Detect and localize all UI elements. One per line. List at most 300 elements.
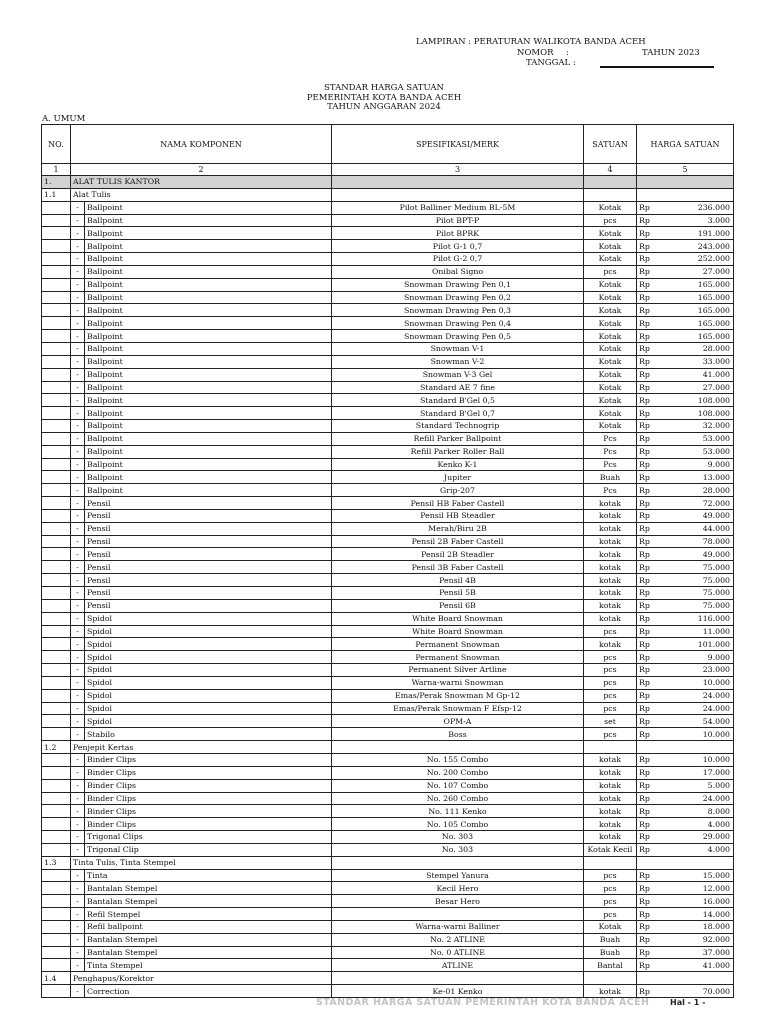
row-unit: kotak <box>584 522 637 535</box>
row-unit: kotak <box>584 497 637 510</box>
row-spec: Snowman Drawing Pen 0,4 <box>332 317 584 330</box>
row-dash: - <box>71 831 85 844</box>
table-row <box>42 214 734 227</box>
row-currency: Rp <box>637 548 660 561</box>
row-number <box>42 407 71 420</box>
row-spec: Kenko K-1 <box>332 458 584 471</box>
row-currency <box>637 188 660 201</box>
price-table <box>41 124 734 998</box>
row-item-name: Pensil <box>85 587 332 600</box>
row-price: 92.000 <box>660 933 734 946</box>
table-row <box>42 253 734 266</box>
row-item-name: Pensil <box>85 497 332 510</box>
row-number <box>42 728 71 741</box>
row-dash: - <box>71 265 85 278</box>
row-spec: Kecil Hero <box>332 882 584 895</box>
row-currency: Rp <box>637 561 660 574</box>
page-number: Hal - 1 - <box>670 998 706 1007</box>
row-price: 78.000 <box>660 535 734 548</box>
row-unit: set <box>584 715 637 728</box>
row-spec <box>332 908 584 921</box>
row-currency: Rp <box>637 599 660 612</box>
row-unit: Pcs <box>584 458 637 471</box>
row-number <box>42 291 71 304</box>
row-number <box>42 304 71 317</box>
tanggal-label: TANGGAL : <box>526 58 576 68</box>
row-dash: - <box>71 728 85 741</box>
row-dash: - <box>71 612 85 625</box>
row-dash: - <box>71 381 85 394</box>
row-dash: - <box>71 561 85 574</box>
row-spec: No. 2 ATLINE <box>332 933 584 946</box>
row-spec: No. 155 Combo <box>332 753 584 766</box>
table-row <box>42 330 734 343</box>
row-unit: pcs <box>584 214 637 227</box>
row-number <box>42 227 71 240</box>
row-spec: No. 111 Kenko <box>332 805 584 818</box>
col-index: 5 <box>637 164 734 176</box>
row-currency <box>637 176 660 189</box>
row-number <box>42 651 71 664</box>
row-item-name: Trigonal Clip <box>85 843 332 856</box>
row-unit: Kotak <box>584 920 637 933</box>
row-number <box>42 792 71 805</box>
row-currency: Rp <box>637 458 660 471</box>
table-row <box>42 933 734 946</box>
table-row <box>42 407 734 420</box>
row-spec: Pilot G-1 0,7 <box>332 240 584 253</box>
table-row <box>42 201 734 214</box>
row-unit: kotak <box>584 535 637 548</box>
row-number <box>42 599 71 612</box>
row-dash: - <box>71 920 85 933</box>
row-dash: - <box>71 407 85 420</box>
row-unit: Kotak <box>584 291 637 304</box>
row-unit: kotak <box>584 638 637 651</box>
row-currency: Rp <box>637 535 660 548</box>
row-spec: ATLINE <box>332 959 584 972</box>
row-spec: Snowman V-2 <box>332 355 584 368</box>
table-row <box>42 368 734 381</box>
row-currency: Rp <box>637 625 660 638</box>
table-row <box>42 509 734 522</box>
row-unit: pcs <box>584 265 637 278</box>
table-subgroup-row <box>42 856 734 869</box>
row-spec: Snowman Drawing Pen 0,2 <box>332 291 584 304</box>
row-item-name: Ballpoint <box>85 407 332 420</box>
row-currency: Rp <box>637 253 660 266</box>
row-unit: Kotak <box>584 420 637 433</box>
row-category: Tinta Tulis, Tinta Stempel <box>71 856 332 869</box>
row-spec: Stempel Yanura <box>332 869 584 882</box>
table-row <box>42 432 734 445</box>
row-price: 15.000 <box>660 869 734 882</box>
table-row <box>42 702 734 715</box>
row-unit: Kotak <box>584 355 637 368</box>
row-dash: - <box>71 895 85 908</box>
row-unit: pcs <box>584 882 637 895</box>
row-price: 24.000 <box>660 702 734 715</box>
row-unit: kotak <box>584 509 637 522</box>
row-spec: Pensil 5B <box>332 587 584 600</box>
row-currency <box>637 856 660 869</box>
table-row <box>42 689 734 702</box>
row-item-name: Ballpoint <box>85 227 332 240</box>
table-row <box>42 599 734 612</box>
row-number <box>42 805 71 818</box>
table-row <box>42 895 734 908</box>
row-price <box>660 856 734 869</box>
row-unit: pcs <box>584 908 637 921</box>
row-unit: kotak <box>584 548 637 561</box>
table-row <box>42 715 734 728</box>
row-spec: Snowman Drawing Pen 0,5 <box>332 330 584 343</box>
row-spec: Pensil 3B Faber Castell <box>332 561 584 574</box>
row-dash: - <box>71 484 85 497</box>
row-price: 28.000 <box>660 342 734 355</box>
table-row <box>42 548 734 561</box>
row-currency: Rp <box>637 407 660 420</box>
row-number <box>42 509 71 522</box>
row-dash: - <box>71 445 85 458</box>
row-currency: Rp <box>637 227 660 240</box>
row-spec: Emas/Perak Snowman F Efsp-12 <box>332 702 584 715</box>
row-item-name: Binder Clips <box>85 805 332 818</box>
row-unit: Kotak <box>584 317 637 330</box>
row-unit: pcs <box>584 664 637 677</box>
row-dash: - <box>71 933 85 946</box>
row-spec: Refill Parker Roller Ball <box>332 445 584 458</box>
row-unit <box>584 972 637 985</box>
row-currency: Rp <box>637 278 660 291</box>
row-price: 75.000 <box>660 561 734 574</box>
row-dash: - <box>71 471 85 484</box>
row-unit: Kotak <box>584 342 637 355</box>
table-row <box>42 651 734 664</box>
row-currency: Rp <box>637 946 660 959</box>
row-unit <box>584 856 637 869</box>
row-spec: Permanent Snowman <box>332 638 584 651</box>
row-unit: Bantal <box>584 959 637 972</box>
row-currency: Rp <box>637 702 660 715</box>
row-price: 33.000 <box>660 355 734 368</box>
row-price: 75.000 <box>660 574 734 587</box>
row-unit: Kotak <box>584 330 637 343</box>
col-header-spesifikasi: SPESIFIKASI/MERK <box>332 125 584 164</box>
row-spec: Pensil 2B Steadler <box>332 548 584 561</box>
row-currency: Rp <box>637 933 660 946</box>
row-currency: Rp <box>637 484 660 497</box>
row-item-name: Ballpoint <box>85 278 332 291</box>
row-dash: - <box>71 368 85 381</box>
row-unit: Kotak <box>584 240 637 253</box>
table-row <box>42 355 734 368</box>
row-currency: Rp <box>637 895 660 908</box>
row-spec: Standard B'Gel 0,7 <box>332 407 584 420</box>
row-spec: No. 303 <box>332 831 584 844</box>
row-dash: - <box>71 599 85 612</box>
row-spec: Warna-warni Balliner <box>332 920 584 933</box>
row-price: 54.000 <box>660 715 734 728</box>
nomor-colon: : <box>566 48 569 58</box>
row-unit: Pcs <box>584 432 637 445</box>
row-dash: - <box>71 227 85 240</box>
table-row <box>42 959 734 972</box>
row-unit: kotak <box>584 818 637 831</box>
row-currency: Rp <box>637 792 660 805</box>
row-price: 27.000 <box>660 381 734 394</box>
row-number <box>42 869 71 882</box>
row-currency: Rp <box>637 394 660 407</box>
row-price: 243.000 <box>660 240 734 253</box>
row-number <box>42 471 71 484</box>
row-spec: No. 200 Combo <box>332 766 584 779</box>
row-number <box>42 394 71 407</box>
row-currency: Rp <box>637 728 660 741</box>
row-spec <box>332 856 584 869</box>
row-price: 75.000 <box>660 587 734 600</box>
row-item-name: Ballpoint <box>85 253 332 266</box>
row-dash: - <box>71 779 85 792</box>
table-row <box>42 458 734 471</box>
row-unit: kotak <box>584 599 637 612</box>
row-dash: - <box>71 253 85 266</box>
row-currency: Rp <box>637 291 660 304</box>
row-price: 10.000 <box>660 728 734 741</box>
row-unit: pcs <box>584 676 637 689</box>
row-unit: Kotak <box>584 304 637 317</box>
row-unit: kotak <box>584 831 637 844</box>
table-row <box>42 882 734 895</box>
table-subgroup-row <box>42 741 734 754</box>
row-dash: - <box>71 291 85 304</box>
row-currency: Rp <box>637 497 660 510</box>
row-item-name: Spidol <box>85 715 332 728</box>
row-item-name: Pensil <box>85 561 332 574</box>
row-item-name: Binder Clips <box>85 779 332 792</box>
row-dash: - <box>71 458 85 471</box>
row-item-name: Ballpoint <box>85 484 332 497</box>
row-item-name: Ballpoint <box>85 201 332 214</box>
table-row <box>42 766 734 779</box>
row-dash: - <box>71 625 85 638</box>
row-dash: - <box>71 240 85 253</box>
row-currency: Rp <box>637 342 660 355</box>
row-price: 108.000 <box>660 407 734 420</box>
row-spec <box>332 188 584 201</box>
row-dash: - <box>71 908 85 921</box>
row-category: ALAT TULIS KANTOR <box>71 176 332 189</box>
row-number <box>42 895 71 908</box>
row-spec: No. 105 Combo <box>332 818 584 831</box>
table-row <box>42 227 734 240</box>
row-dash: - <box>71 278 85 291</box>
row-unit: Kotak <box>584 368 637 381</box>
row-spec: Emas/Perak Snowman M Gp-12 <box>332 689 584 702</box>
row-price: 108.000 <box>660 394 734 407</box>
row-dash: - <box>71 702 85 715</box>
row-number: 1.3 <box>42 856 71 869</box>
table-row <box>42 304 734 317</box>
tahun-label: TAHUN 2023 <box>642 48 700 58</box>
row-number <box>42 342 71 355</box>
row-number <box>42 381 71 394</box>
row-unit: kotak <box>584 792 637 805</box>
row-number <box>42 612 71 625</box>
row-dash: - <box>71 651 85 664</box>
row-currency: Rp <box>637 432 660 445</box>
row-currency: Rp <box>637 638 660 651</box>
row-currency: Rp <box>637 651 660 664</box>
row-spec: Standard B'Gel 0,5 <box>332 394 584 407</box>
row-currency: Rp <box>637 818 660 831</box>
row-currency: Rp <box>637 587 660 600</box>
row-dash: - <box>71 766 85 779</box>
row-item-name: Binder Clips <box>85 766 332 779</box>
row-dash: - <box>71 214 85 227</box>
table-row <box>42 381 734 394</box>
row-unit: kotak <box>584 574 637 587</box>
table-row <box>42 831 734 844</box>
row-item-name: Pensil <box>85 599 332 612</box>
row-number <box>42 843 71 856</box>
row-dash: - <box>71 420 85 433</box>
row-price: 23.000 <box>660 664 734 677</box>
row-dash: - <box>71 946 85 959</box>
table-row <box>42 920 734 933</box>
row-price: 101.000 <box>660 638 734 651</box>
row-currency: Rp <box>637 240 660 253</box>
row-number <box>42 638 71 651</box>
row-item-name: Spidol <box>85 612 332 625</box>
row-spec: No. 0 ATLINE <box>332 946 584 959</box>
row-item-name: Binder Clips <box>85 753 332 766</box>
row-unit: kotak <box>584 779 637 792</box>
row-number <box>42 959 71 972</box>
row-price: 236.000 <box>660 201 734 214</box>
row-spec: Standard Technogrip <box>332 420 584 433</box>
row-price: 28.000 <box>660 484 734 497</box>
col-index: 1 <box>42 164 71 176</box>
table-row <box>42 753 734 766</box>
row-number <box>42 818 71 831</box>
row-unit: Kotak <box>584 227 637 240</box>
col-index: 4 <box>584 164 637 176</box>
row-number <box>42 753 71 766</box>
row-price: 10.000 <box>660 753 734 766</box>
row-price <box>660 188 734 201</box>
row-dash: - <box>71 792 85 805</box>
row-dash: - <box>71 342 85 355</box>
row-dash: - <box>71 330 85 343</box>
row-currency: Rp <box>637 304 660 317</box>
table-row <box>42 946 734 959</box>
row-price: 72.000 <box>660 497 734 510</box>
row-item-name: Spidol <box>85 676 332 689</box>
row-item-name: Correction <box>85 985 332 998</box>
row-item-name: Binder Clips <box>85 792 332 805</box>
row-spec: Boss <box>332 728 584 741</box>
row-number <box>42 779 71 792</box>
row-dash: - <box>71 497 85 510</box>
row-currency: Rp <box>637 676 660 689</box>
row-price: 191.000 <box>660 227 734 240</box>
table-row <box>42 985 734 998</box>
row-price: 70.000 <box>660 985 734 998</box>
row-item-name: Spidol <box>85 702 332 715</box>
row-currency: Rp <box>637 355 660 368</box>
row-item-name: Ballpoint <box>85 291 332 304</box>
row-unit: Buah <box>584 946 637 959</box>
row-price <box>660 176 734 189</box>
row-spec: Standard AE 7 fine <box>332 381 584 394</box>
col-header-harga: HARGA SATUAN <box>637 125 734 164</box>
row-spec: White Board Snowman <box>332 612 584 625</box>
table-row <box>42 638 734 651</box>
row-price <box>660 741 734 754</box>
col-index: 3 <box>332 164 584 176</box>
row-number <box>42 214 71 227</box>
row-price: 75.000 <box>660 599 734 612</box>
row-dash: - <box>71 587 85 600</box>
row-price: 12.000 <box>660 882 734 895</box>
table-row <box>42 484 734 497</box>
row-item-name: Bantalan Stempel <box>85 882 332 895</box>
row-spec: No. 260 Combo <box>332 792 584 805</box>
row-currency <box>637 741 660 754</box>
row-number <box>42 445 71 458</box>
row-currency: Rp <box>637 471 660 484</box>
row-dash: - <box>71 753 85 766</box>
row-number <box>42 946 71 959</box>
row-unit: pcs <box>584 728 637 741</box>
row-item-name: Refil ballpoint <box>85 920 332 933</box>
row-price: 16.000 <box>660 895 734 908</box>
row-number <box>42 689 71 702</box>
row-spec: Refill Parker Ballpoint <box>332 432 584 445</box>
table-row <box>42 625 734 638</box>
row-price: 14.000 <box>660 908 734 921</box>
row-currency: Rp <box>637 265 660 278</box>
document-title <box>0 84 768 113</box>
row-price: 165.000 <box>660 278 734 291</box>
row-number <box>42 458 71 471</box>
row-spec: Besar Hero <box>332 895 584 908</box>
row-number <box>42 432 71 445</box>
table-row <box>42 612 734 625</box>
row-price: 41.000 <box>660 368 734 381</box>
row-dash: - <box>71 715 85 728</box>
row-item-name: Ballpoint <box>85 214 332 227</box>
row-currency: Rp <box>637 381 660 394</box>
row-item-name: Stabilo <box>85 728 332 741</box>
tanggal-underline <box>600 66 714 68</box>
row-price: 53.000 <box>660 445 734 458</box>
col-index: 2 <box>71 164 332 176</box>
row-unit: Pcs <box>584 445 637 458</box>
row-item-name: Ballpoint <box>85 304 332 317</box>
row-unit: Kotak <box>584 394 637 407</box>
row-spec: Pilot BPT-P <box>332 214 584 227</box>
row-price: 32.000 <box>660 420 734 433</box>
row-item-name: Ballpoint <box>85 394 332 407</box>
row-item-name: Bantalan Stempel <box>85 895 332 908</box>
col-header-nama: NAMA KOMPONEN <box>71 125 332 164</box>
table-row <box>42 664 734 677</box>
row-number: 1.1 <box>42 188 71 201</box>
row-number <box>42 484 71 497</box>
row-dash: - <box>71 959 85 972</box>
